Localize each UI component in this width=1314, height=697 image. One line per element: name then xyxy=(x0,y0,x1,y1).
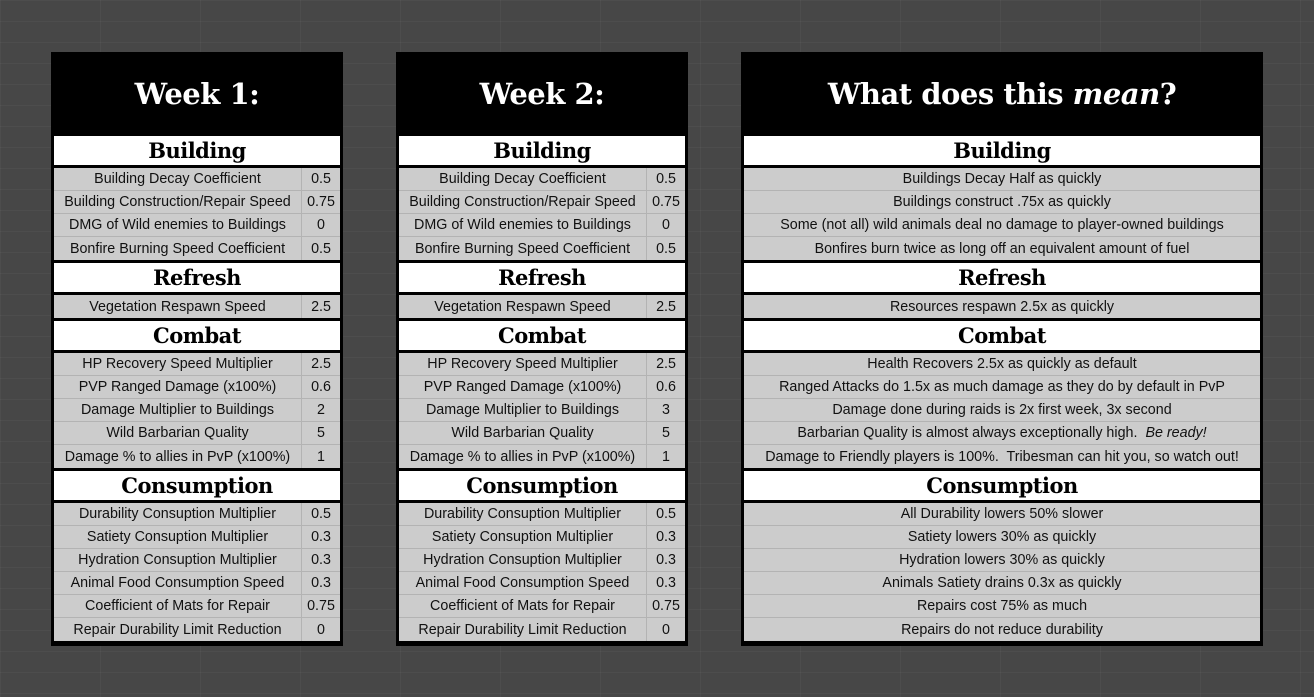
setting-label: Damage % to allies in PvP (x100%) xyxy=(54,445,302,468)
explanation-text: Buildings Decay Half as quickly xyxy=(902,171,1102,187)
setting-label: Animal Food Consumption Speed xyxy=(54,572,302,594)
setting-value: 0.5 xyxy=(311,171,331,187)
setting-value: 3 xyxy=(662,402,670,418)
section-header-refresh: Refresh xyxy=(744,263,1260,292)
table-row xyxy=(744,237,1260,260)
meaning-panel xyxy=(741,52,1263,646)
week1-panel xyxy=(51,52,343,646)
explanation-text: Bonfires burn twice as long off an equivalent amount of fuel xyxy=(814,240,1190,257)
table-row xyxy=(54,376,340,399)
table-row xyxy=(399,572,685,595)
section-header-refresh: Refresh xyxy=(399,263,685,292)
week2-panel xyxy=(396,52,688,646)
meaning-title-emphasis: mean xyxy=(1072,77,1160,111)
table-row xyxy=(54,422,340,445)
setting-label: DMG of Wild enemies to Buildings xyxy=(399,214,647,236)
week1-title: Week 1: xyxy=(134,77,260,111)
section-header-building: Building xyxy=(744,136,1260,165)
setting-value: 5 xyxy=(662,425,670,441)
table-row xyxy=(54,526,340,549)
table-row xyxy=(744,168,1260,191)
setting-value: 0 xyxy=(317,621,325,638)
table-row xyxy=(54,618,340,641)
table-row xyxy=(54,503,340,526)
table-row xyxy=(54,214,340,237)
table-row xyxy=(54,549,340,572)
setting-value: 0.3 xyxy=(656,575,676,591)
table-row xyxy=(399,595,685,618)
table-row xyxy=(399,422,685,445)
setting-value: 1 xyxy=(317,448,325,465)
table-row xyxy=(399,503,685,526)
section-header-building: Building xyxy=(54,136,340,165)
setting-label: Repair Durability Limit Reduction xyxy=(54,618,302,641)
section-header-combat: Combat xyxy=(744,321,1260,350)
explanation-text: Health Recovers 2.5x as quickly as default xyxy=(867,356,1137,372)
setting-label: HP Recovery Speed Multiplier xyxy=(399,353,647,375)
setting-label: Wild Barbarian Quality xyxy=(399,422,647,444)
setting-value: 0.75 xyxy=(307,194,335,210)
table-row xyxy=(54,237,340,260)
setting-value: 0.5 xyxy=(656,506,676,522)
setting-value: 0.3 xyxy=(656,529,676,545)
setting-label: Satiety Consuption Multiplier xyxy=(54,526,302,548)
setting-label: Durability Consuption Multiplier xyxy=(54,503,302,525)
table-row xyxy=(399,445,685,468)
setting-label: Vegetation Respawn Speed xyxy=(399,295,647,318)
section-header-consumption: Consumption xyxy=(399,471,685,500)
table-row xyxy=(744,445,1260,468)
section-header-refresh: Refresh xyxy=(54,263,340,292)
setting-label: Damage Multiplier to Buildings xyxy=(54,399,302,421)
table-row xyxy=(399,618,685,641)
setting-label: Damage % to allies in PvP (x100%) xyxy=(399,445,647,468)
setting-value: 5 xyxy=(317,425,325,441)
setting-value: 2 xyxy=(317,402,325,418)
setting-value: 0.5 xyxy=(656,171,676,187)
setting-value: 2.5 xyxy=(656,356,676,372)
meaning-title-prefix: What does this xyxy=(827,77,1073,111)
explanation-text: Damage to Friendly players is 100%. Tribesman can hit you, so watch out! xyxy=(765,448,1239,465)
table-row xyxy=(399,295,685,318)
explanation-cell xyxy=(744,422,1260,444)
table-row xyxy=(399,168,685,191)
table-row xyxy=(54,399,340,422)
setting-label: DMG of Wild enemies to Buildings xyxy=(54,214,302,236)
setting-value: 2.5 xyxy=(311,298,331,315)
setting-value: 0.5 xyxy=(311,506,331,522)
setting-value: 2.5 xyxy=(311,356,331,372)
setting-label: Vegetation Respawn Speed xyxy=(54,295,302,318)
explanation-text: Ranged Attacks do 1.5x as much damage as they do by default in PvP xyxy=(779,379,1225,395)
setting-value: 0.5 xyxy=(311,240,331,257)
explanation-text: Some (not all) wild animals deal no damage to player-owned buildings xyxy=(780,217,1224,233)
setting-label: PVP Ranged Damage (x100%) xyxy=(399,376,647,398)
setting-value: 0.5 xyxy=(656,240,676,257)
table-row xyxy=(744,549,1260,572)
setting-label: Building Construction/Repair Speed xyxy=(399,191,647,213)
table-row xyxy=(744,191,1260,214)
table-row xyxy=(399,526,685,549)
setting-label: Building Construction/Repair Speed xyxy=(54,191,302,213)
setting-value: 0.6 xyxy=(656,379,676,395)
section-header-consumption: Consumption xyxy=(744,471,1260,500)
table-row xyxy=(54,191,340,214)
table-row xyxy=(744,503,1260,526)
table-row xyxy=(744,422,1260,445)
explanation-text: Buildings construct .75x as quickly xyxy=(893,194,1111,210)
table-row xyxy=(54,572,340,595)
section-header-combat: Combat xyxy=(399,321,685,350)
table-row xyxy=(744,376,1260,399)
setting-label: Building Decay Coefficient xyxy=(399,168,647,190)
section-header-combat: Combat xyxy=(54,321,340,350)
explanation-text: Barbarian Quality is almost always exceptionally high. xyxy=(797,425,1138,441)
table-row xyxy=(399,376,685,399)
week2-title: Week 2: xyxy=(479,77,605,111)
table-row xyxy=(54,445,340,468)
setting-value: 0 xyxy=(662,217,670,233)
explanation-text: Damage done during raids is 2x first week, 3x second xyxy=(832,402,1172,418)
table-row xyxy=(744,295,1260,318)
setting-label: Animal Food Consumption Speed xyxy=(399,572,647,594)
explanation-text: Animals Satiety drains 0.3x as quickly xyxy=(882,575,1122,591)
table-row xyxy=(744,572,1260,595)
table-row xyxy=(399,237,685,260)
setting-value: 0.3 xyxy=(311,552,331,568)
setting-label: Bonfire Burning Speed Coefficient xyxy=(399,237,647,260)
explanation-emphasis: Be ready! xyxy=(1145,425,1207,441)
table-row xyxy=(744,353,1260,376)
explanation-text: All Durability lowers 50% slower xyxy=(900,506,1104,522)
table-row xyxy=(399,353,685,376)
setting-label: Satiety Consuption Multiplier xyxy=(399,526,647,548)
table-row xyxy=(744,214,1260,237)
explanation-text: Repairs cost 75% as much xyxy=(916,598,1088,614)
section-header-consumption: Consumption xyxy=(54,471,340,500)
setting-label: Coefficient of Mats for Repair xyxy=(399,595,647,617)
table-row xyxy=(54,168,340,191)
table-row xyxy=(744,595,1260,618)
setting-label: Building Decay Coefficient xyxy=(54,168,302,190)
meaning-title xyxy=(744,52,1260,136)
setting-value: 0.75 xyxy=(652,194,680,210)
table-row xyxy=(54,295,340,318)
setting-label: Repair Durability Limit Reduction xyxy=(399,618,647,641)
setting-label: Wild Barbarian Quality xyxy=(54,422,302,444)
setting-label: HP Recovery Speed Multiplier xyxy=(54,353,302,375)
setting-label: Durability Consuption Multiplier xyxy=(399,503,647,525)
explanation-text: Resources respawn 2.5x as quickly xyxy=(889,298,1115,315)
meaning-title-suffix: ? xyxy=(1159,77,1177,111)
setting-value: 0.6 xyxy=(311,379,331,395)
setting-value: 0.75 xyxy=(652,598,680,614)
table-row xyxy=(744,526,1260,549)
setting-label: Bonfire Burning Speed Coefficient xyxy=(54,237,302,260)
setting-value: 0 xyxy=(662,621,670,638)
table-row xyxy=(399,214,685,237)
setting-value: 0.3 xyxy=(311,575,331,591)
setting-value: 0.75 xyxy=(307,598,335,614)
explanation-text: Hydration lowers 30% as quickly xyxy=(899,552,1105,568)
setting-value: 2.5 xyxy=(656,298,676,315)
explanation-text: Repairs do not reduce durability xyxy=(901,621,1103,638)
setting-value: 0.3 xyxy=(311,529,331,545)
setting-label: PVP Ranged Damage (x100%) xyxy=(54,376,302,398)
table-row xyxy=(399,399,685,422)
setting-label: Hydration Consuption Multiplier xyxy=(399,549,647,571)
setting-label: Hydration Consuption Multiplier xyxy=(54,549,302,571)
setting-value: 0.3 xyxy=(656,552,676,568)
table-row xyxy=(399,549,685,572)
table-row xyxy=(54,595,340,618)
setting-value: 0 xyxy=(317,217,325,233)
explanation-text: Satiety lowers 30% as quickly xyxy=(907,529,1097,545)
table-row xyxy=(54,353,340,376)
setting-value: 1 xyxy=(662,448,670,465)
section-header-building: Building xyxy=(399,136,685,165)
table-row xyxy=(399,191,685,214)
setting-label: Damage Multiplier to Buildings xyxy=(399,399,647,421)
table-row xyxy=(744,618,1260,641)
table-row xyxy=(744,399,1260,422)
setting-label: Coefficient of Mats for Repair xyxy=(54,595,302,617)
